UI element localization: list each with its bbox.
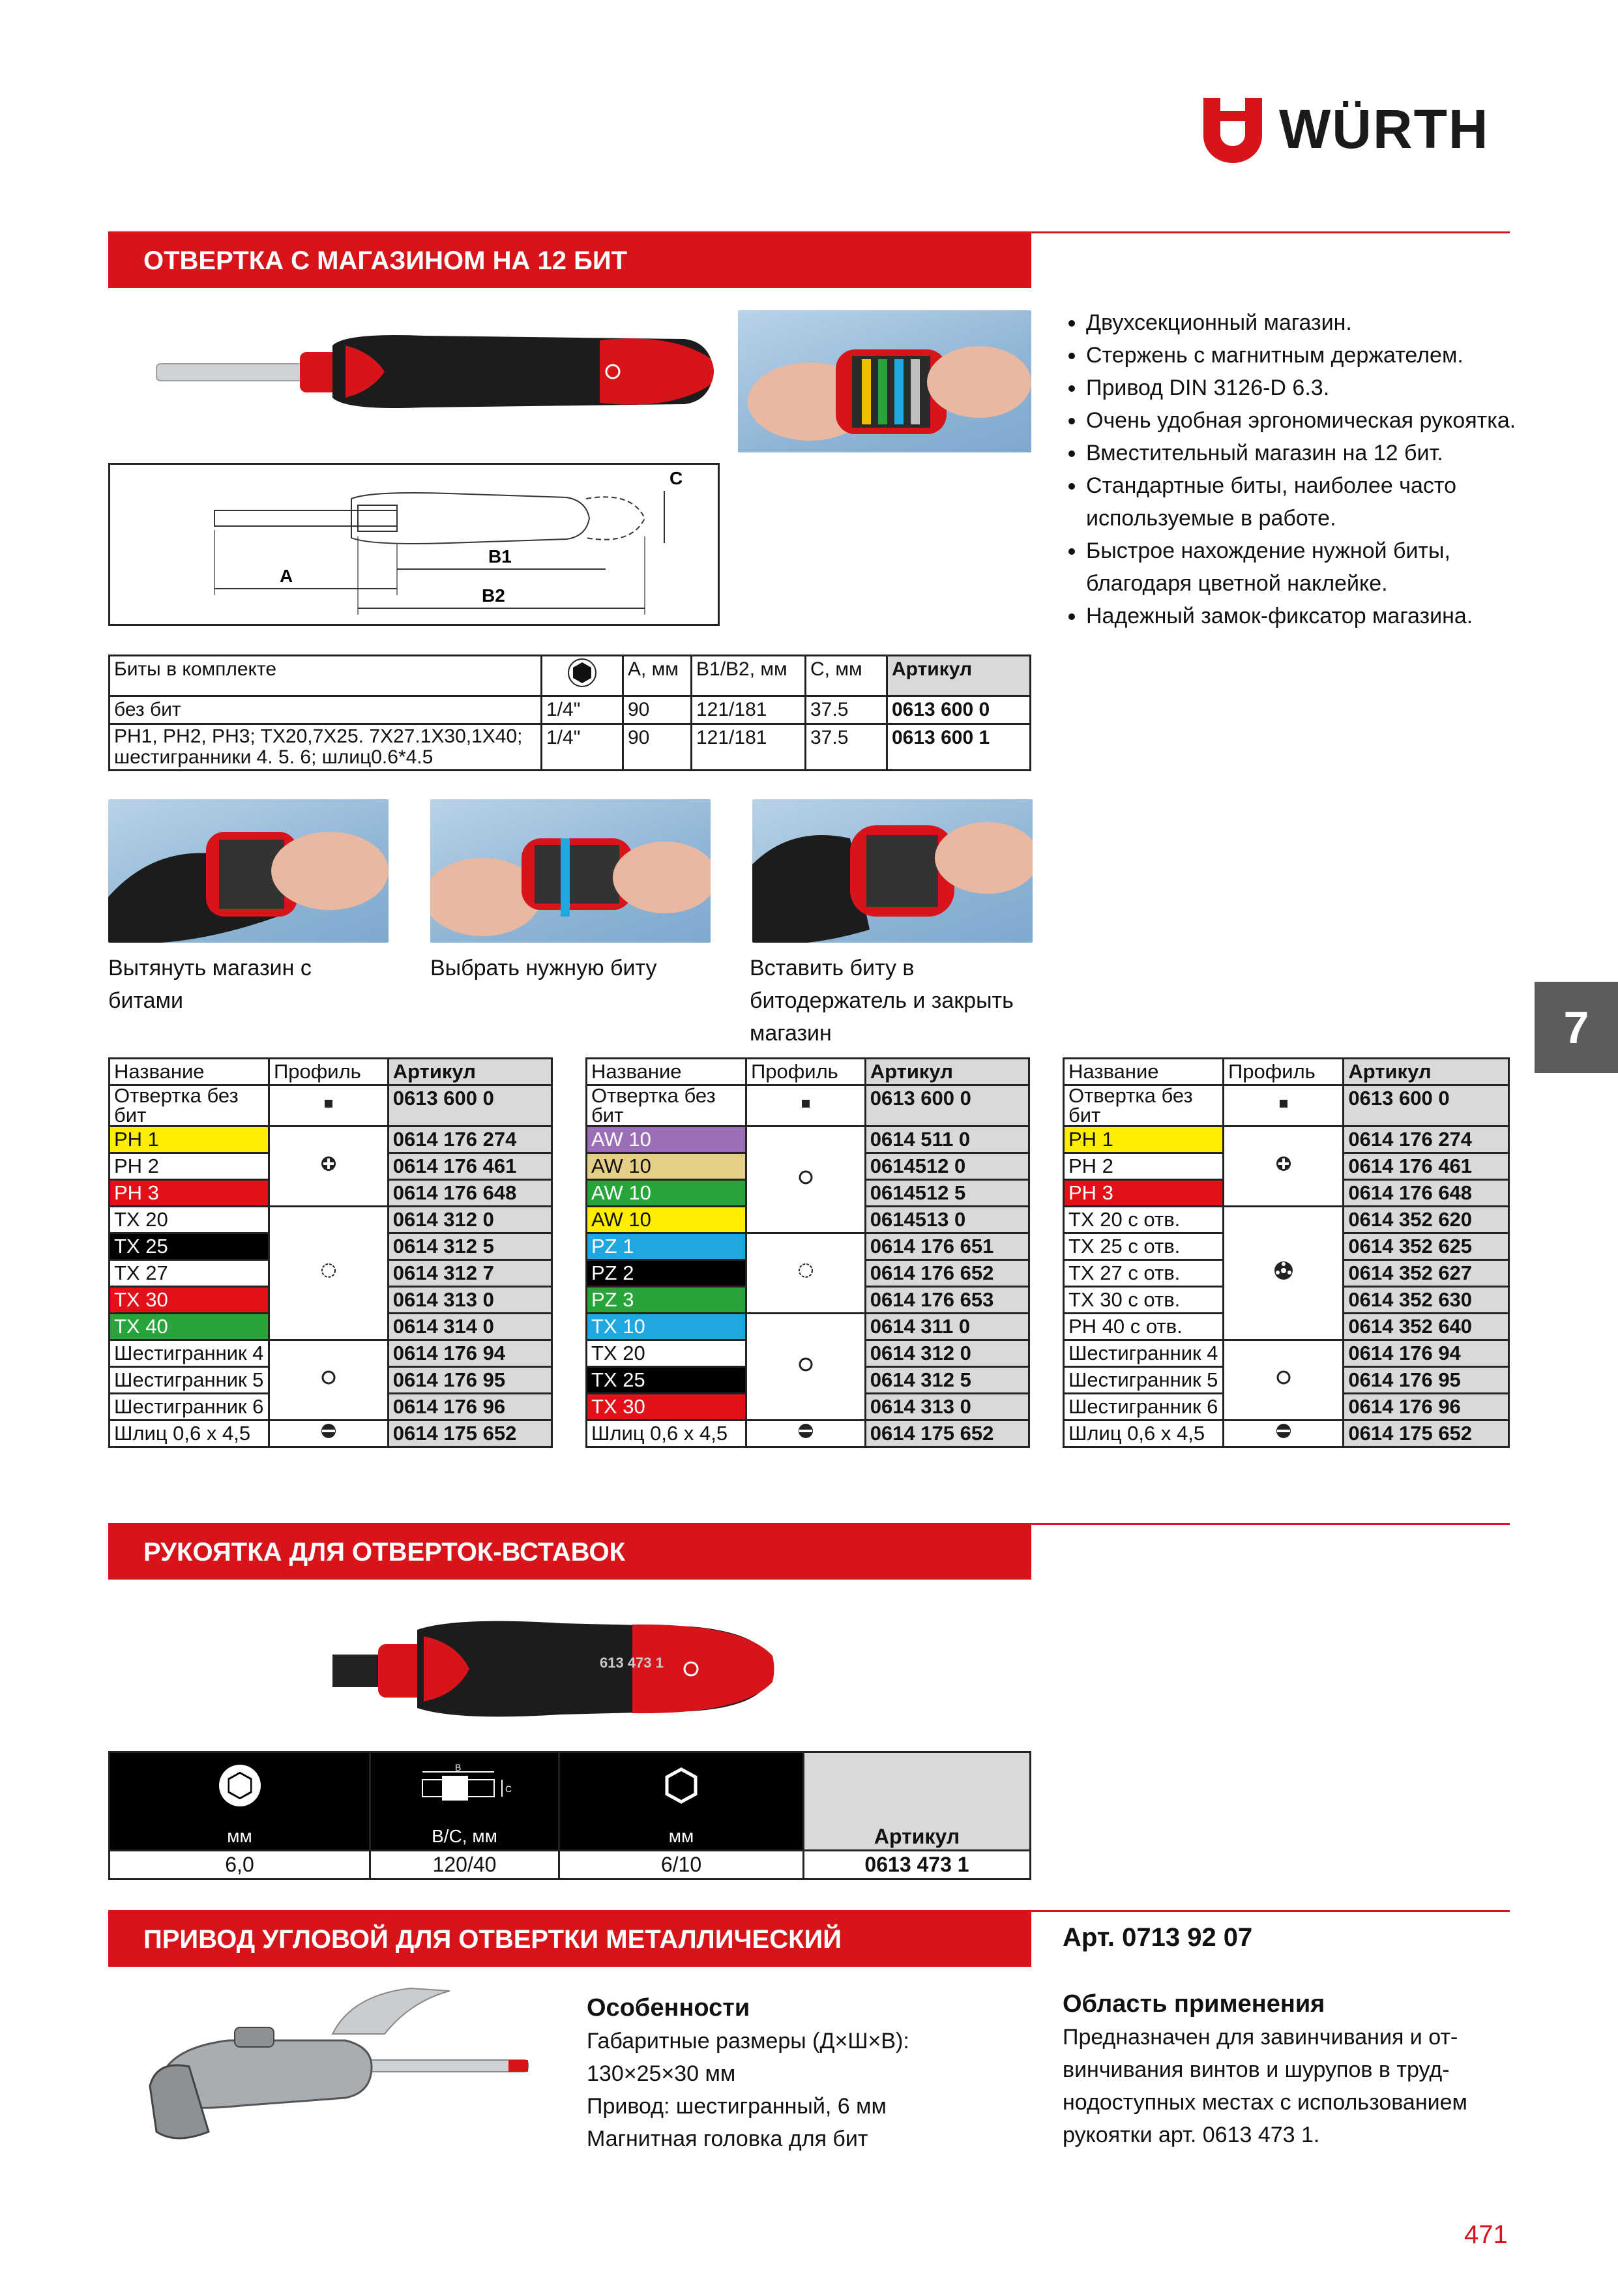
spec-cell: 37.5 [806,696,887,724]
bit-name: TX 40 [110,1314,269,1340]
list-row [587,1233,1029,1260]
bit-article: 0613 600 0 [388,1085,552,1126]
bit-article: 0614513 0 [865,1207,1029,1233]
spec-header-b: B1/B2, мм [692,656,806,696]
brand-name: WÜRTH [1279,98,1490,160]
bit-article: 0614 312 0 [865,1340,1029,1367]
spec-cell: 121/181 [692,696,806,724]
bit-name: Отвертка без бит [110,1085,269,1126]
handle-dim-b: B [454,1763,461,1773]
bit-name: PH 40 с отв. [1064,1314,1224,1340]
bit-name: Шестигранник 5 [110,1367,269,1394]
handle-table [108,1751,1031,1880]
bit-name: TX 25 с отв. [1064,1233,1224,1260]
square-drive-icon [269,1085,389,1126]
bit-article: 0614 352 640 [1344,1314,1509,1340]
wurth-logo-icon [1203,98,1262,163]
spec-cell: 90 [623,696,692,724]
bit-name: TX 30 [587,1394,746,1420]
bit-article: 0614 314 0 [388,1314,552,1340]
feature-bullet: • Очень удобная эргономическая рукоятка. [1086,404,1533,437]
bit-name: TX 20 [587,1340,746,1367]
spec-cell: 1/4" [542,696,623,724]
handle-value-hex: 6,0 [110,1850,370,1879]
dim-label-c: C [669,468,683,488]
bit-article: 0614512 0 [865,1153,1029,1180]
list-row [110,1420,552,1447]
list-row [1064,1085,1509,1126]
handle-dim-cell [370,1752,559,1824]
usage-line: нодоступных местах с использованием [1063,2090,1467,2115]
section3-article: Арт. 0713 92 07 [1063,1923,1253,1952]
dim-label-b2: B2 [482,585,505,606]
handle-header-article: Артикул [804,1824,1031,1851]
hex-socket-cell [559,1752,804,1824]
dimension-drawing [108,463,720,626]
spec-header-bits: Биты в комплекте [110,656,542,696]
step-caption-1: Вытянуть магазин с битами [108,956,312,1013]
bit-list-1 [108,1057,553,1448]
handle-header-socket: мм [559,1824,804,1851]
angle-drive-photo [137,1982,554,2151]
bit-article: 0614 175 652 [1344,1420,1509,1447]
feature-line: Габаритные размеры (Д×Ш×В): [587,2029,909,2053]
magazine-photo [738,310,1031,452]
bit-name: TX 25 [587,1367,746,1394]
usage-line: винчивания винтов и шурупов в труд- [1063,2057,1450,2082]
list-header-profile: Профиль [746,1059,866,1085]
bit-name: TX 20 [110,1207,269,1233]
handle-dim-c: C [505,1784,512,1795]
bit-article: 0614 176 652 [865,1260,1029,1287]
handle-value-bc: 120/40 [370,1850,559,1879]
screwdriver-photo [150,306,717,437]
list-row [110,1085,552,1126]
bit-article: 0614 352 627 [1344,1260,1509,1287]
bit-article: 0614 176 274 [388,1126,552,1153]
handle-photo [326,1604,776,1734]
bit-name: PZ 2 [587,1260,746,1287]
bit-name: TX 20 с отв. [1064,1207,1224,1233]
hex-socket-icon [1224,1340,1344,1420]
bit-name: AW 10 [587,1180,746,1207]
usage-block [1063,1987,1532,2151]
hex-drive-icon [567,658,597,688]
bit-article: 0614 312 5 [865,1367,1029,1394]
bit-name: TX 30 с отв. [1064,1287,1224,1314]
handle-value-article: 0613 473 1 [804,1850,1031,1879]
dim-label-b1: B1 [488,546,512,567]
spec-header-a: A, мм [623,656,692,696]
bit-article: 0614 176 648 [1344,1180,1509,1207]
list-header-profile: Профиль [269,1059,389,1085]
list-header-article: Артикул [865,1059,1029,1085]
section1-title: ОТВЕРТКА С МАГАЗИНОМ НА 12 БИТ [143,246,628,275]
list-row [587,1314,1029,1340]
step-caption-3: Вставить биту в битодержатель и закрыть магазин [750,956,1014,1046]
bit-article: 0614 352 625 [1344,1233,1509,1260]
list-row [110,1126,552,1153]
bit-name: PZ 3 [587,1287,746,1314]
bit-article: 0614 312 7 [388,1260,552,1287]
list-row [1064,1207,1509,1233]
bit-name: AW 10 [587,1207,746,1233]
section3-title: ПРИВОД УГЛОВОЙ ДЛЯ ОТВЕРТКИ МЕТАЛЛИЧЕСКИЙ [143,1924,842,1954]
bit-name: AW 10 [587,1126,746,1153]
feature-bullet: • Вместительный магазин на 12 бит. [1086,437,1533,469]
list-row [1064,1420,1509,1447]
phillips-icon [1224,1126,1344,1207]
slot-icon [746,1420,866,1447]
handle-header-hex: мм [110,1824,370,1851]
bit-article: 0614 176 94 [1344,1340,1509,1367]
slot-icon [1224,1420,1344,1447]
usage-line: Предназначен для завинчивания и от- [1063,2025,1458,2050]
bit-name: PH 2 [1064,1153,1224,1180]
bit-name: AW 10 [587,1153,746,1180]
list-row [587,1085,1029,1126]
bit-name: PH 1 [110,1126,269,1153]
list-header-name: Название [587,1059,746,1085]
hex-drive-icon [217,1763,263,1808]
torx-hole-icon [1224,1207,1344,1340]
bit-article: 0614 176 94 [388,1340,552,1367]
bit-article: 0614512 5 [865,1180,1029,1207]
feature-bullet: • Стандартные биты, наиболее часто используемые в работе. [1086,469,1533,535]
article-header-spacer [804,1752,1031,1824]
phillips-icon [269,1126,389,1207]
bit-name: Шестигранник 5 [1064,1367,1224,1394]
bit-article: 0614 511 0 [865,1126,1029,1153]
square-drive-icon [1224,1085,1344,1126]
handle-diagram-icon [416,1763,514,1808]
bit-article: 0614 175 652 [388,1420,552,1447]
step-photo-1 [108,799,389,943]
handle-label: 613 473 1 [600,1655,664,1671]
bit-name: TX 10 [587,1314,746,1340]
list-row [110,1340,552,1367]
feature-line: Магнитная головка для бит [587,2127,868,2151]
bit-name: Отвертка без бит [587,1085,746,1126]
bit-article: 0613 600 0 [1344,1085,1509,1126]
bit-name: Шлиц 0,6 x 4,5 [110,1420,269,1447]
step-photo-3 [752,799,1033,943]
list-header-article: Артикул [1344,1059,1509,1085]
bit-name: PH 2 [110,1153,269,1180]
bit-article: 0614 312 0 [388,1207,552,1233]
bit-name: TX 30 [110,1287,269,1314]
bit-article: 0614 312 5 [388,1233,552,1260]
list-row [587,1126,1029,1153]
dim-label-a: A [280,566,293,586]
bit-article: 0614 311 0 [865,1314,1029,1340]
bit-list-2 [585,1057,1030,1448]
usage-title: Область применения [1063,1990,1325,2018]
bit-name: Шлиц 0,6 x 4,5 [587,1420,746,1447]
hex-socket-icon [746,1126,866,1233]
list-header-profile: Профиль [1224,1059,1344,1085]
torx-icon [269,1207,389,1340]
feature-bullet: • Надежный замок-фиксатор магазина. [1086,600,1533,632]
bit-article: 0613 600 0 [865,1085,1029,1126]
bit-article: 0614 175 652 [865,1420,1029,1447]
torx-icon [746,1233,866,1314]
feature-bullet: • Стержень с магнитным держателем. [1086,339,1533,372]
hex-socket-icon [658,1763,704,1808]
bit-article: 0614 176 95 [1344,1367,1509,1394]
list-header-name: Название [110,1059,269,1085]
step-caption-2: Выбрать нужную биту [430,956,657,980]
spec-article: 0613 600 1 [887,724,1031,771]
page-number: 471 [1464,2220,1508,2249]
list-header-article: Артикул [388,1059,552,1085]
bit-article: 0614 176 648 [388,1180,552,1207]
list-row [587,1420,1029,1447]
hex-socket-icon [269,1340,389,1420]
bit-name: Отвертка без бит [1064,1085,1224,1126]
bit-name: Шестигранник 4 [1064,1340,1224,1367]
hex-drive-cell [110,1752,370,1824]
spec-cell: PH1, PH2, PH3; TX20,7X25. 7X27.1X30,1X40; шестигранники 4. 5. 6; шлиц0.6*4.5 [110,724,542,771]
bit-article: 0614 352 620 [1344,1207,1509,1233]
bit-article: 0614 176 274 [1344,1126,1509,1153]
usage-line: рукоятки арт. 0613 473 1. [1063,2123,1320,2147]
bit-article: 0614 176 651 [865,1233,1029,1260]
bit-article: 0614 176 96 [1344,1394,1509,1420]
bit-name: Шлиц 0,6 x 4,5 [1064,1420,1224,1447]
section1-banner [108,233,1031,288]
bit-name: TX 27 [110,1260,269,1287]
bit-article: 0614 313 0 [388,1287,552,1314]
hex-socket-icon [746,1314,866,1420]
spec-header-c: C, мм [806,656,887,696]
list-row [110,1207,552,1233]
features-title: Особенности [587,1994,750,2022]
bit-name: TX 25 [110,1233,269,1260]
spec-cell: без бит [110,696,542,724]
bit-article: 0614 313 0 [865,1394,1029,1420]
bit-name: Шестигранник 6 [1064,1394,1224,1420]
handle-value-socket: 6/10 [559,1850,804,1879]
bit-article: 0614 176 95 [388,1367,552,1394]
bit-article: 0614 352 630 [1344,1287,1509,1314]
bit-name: PH 3 [110,1180,269,1207]
list-row [1064,1340,1509,1367]
feature-line: Привод: шестигранный, 6 мм [587,2094,887,2119]
section3-banner [108,1912,1031,1967]
chapter-tab: 7 [1535,982,1618,1073]
feature-bullets [1064,306,1533,632]
bit-name: PZ 1 [587,1233,746,1260]
spec-article: 0613 600 0 [887,696,1031,724]
bit-name: Шестигранник 4 [110,1340,269,1367]
spec-header-article: Артикул [887,656,1031,696]
feature-bullet: • Привод DIN 3126-D 6.3. [1086,372,1533,404]
spec-table [108,655,1031,771]
bit-article: 0614 176 461 [1344,1153,1509,1180]
spec-cell: 37.5 [806,724,887,771]
slot-icon [269,1420,389,1447]
spec-cell: 1/4" [542,724,623,771]
bit-article: 0614 176 96 [388,1394,552,1420]
section2-banner [108,1525,1031,1580]
bit-name: Шестигранник 6 [110,1394,269,1420]
spec-cell: 121/181 [692,724,806,771]
bit-list-3 [1063,1057,1510,1448]
feature-line: 130×25×30 мм [587,2061,736,2086]
spec-header-hex [542,656,623,696]
bit-name: PH 1 [1064,1126,1224,1153]
spec-cell: 90 [623,724,692,771]
bit-article: 0614 176 461 [388,1153,552,1180]
square-drive-icon [746,1085,866,1126]
section2-title: РУКОЯТКА ДЛЯ ОТВЕРТОК-ВСТАВОК [143,1537,626,1567]
feature-bullet: • Двухсекционный магазин. [1086,306,1533,339]
handle-header-bc: B/C, мм [370,1824,559,1851]
feature-bullet: • Быстрое нахождение нужной биты, благодаря цветной наклейке. [1086,535,1533,600]
step-photo-2 [430,799,711,943]
features-block [587,1991,1004,2155]
list-row [1064,1126,1509,1153]
bit-article: 0614 176 653 [865,1287,1029,1314]
list-header-name: Название [1064,1059,1224,1085]
bit-name: TX 27 с отв. [1064,1260,1224,1287]
bit-name: PH 3 [1064,1180,1224,1207]
